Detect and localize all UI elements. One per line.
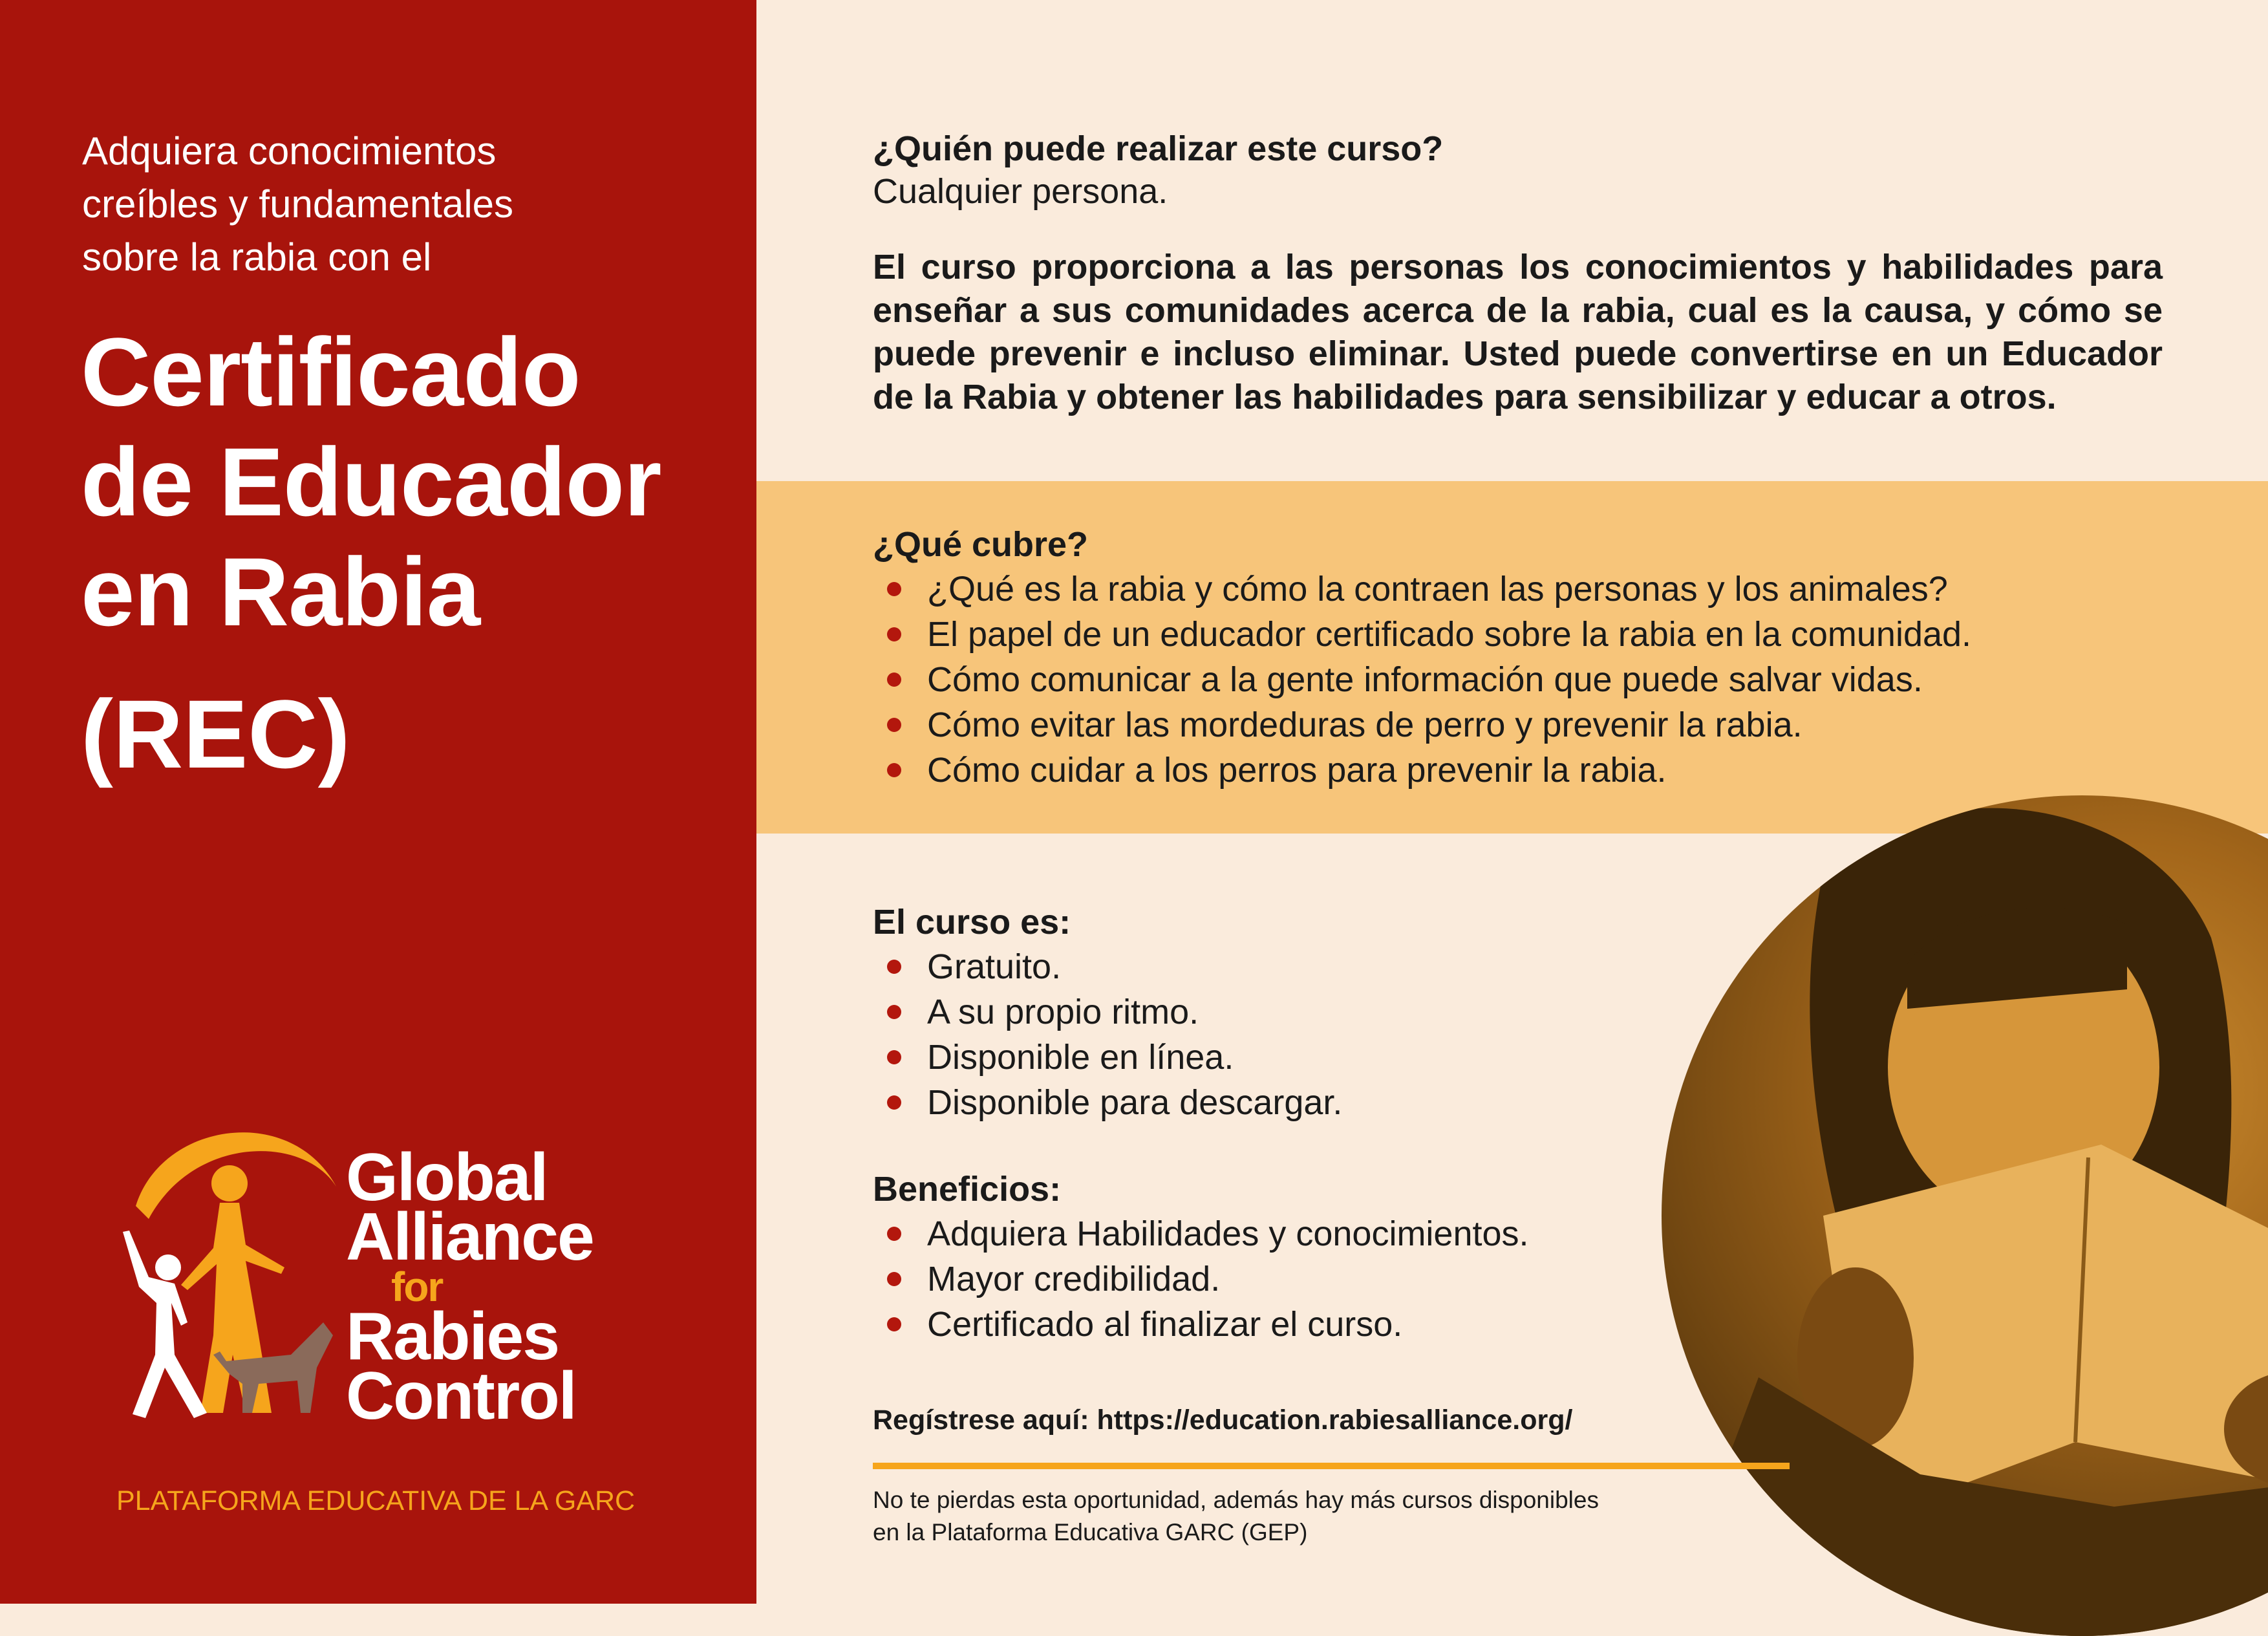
- bullet-icon: [887, 1317, 901, 1331]
- list-item-text: Disponible en línea.: [927, 1038, 1234, 1077]
- bullet-icon: [887, 763, 901, 777]
- bullet-icon: [887, 1050, 901, 1064]
- list-item-text: Mayor credibilidad.: [927, 1260, 1221, 1298]
- list-item-text: El papel de un educador certificado sobre la rabia en la comunidad.: [927, 615, 1972, 654]
- who-heading: ¿Quién puede realizar este curso?: [873, 129, 1444, 168]
- benefits-section: [873, 1167, 2163, 1347]
- list-item: [873, 1256, 2163, 1302]
- list-item: [873, 566, 2163, 612]
- course-title-line: de Educador: [81, 427, 661, 536]
- garc-logo: [110, 1109, 653, 1445]
- list-item: [873, 1302, 2163, 1347]
- intro-line: sobre la rabia con el: [82, 235, 432, 279]
- list-item-text: Cómo cuidar a los perros para prevenir la rabia.: [927, 751, 1667, 790]
- covers-section: [873, 522, 2163, 793]
- bullet-icon: [887, 582, 901, 596]
- who-answer: Cualquier persona.: [873, 172, 1168, 211]
- list-item-text: ¿Qué es la rabia y cómo la contraen las personas y los animales?: [927, 570, 1948, 608]
- footnote-line: No te pierdas esta oportunidad, además hay más cursos disponibles: [873, 1487, 1599, 1513]
- course-is-heading: El curso es:: [873, 903, 1071, 942]
- bullet-icon: [887, 718, 901, 732]
- course-is-list: [873, 944, 2163, 1125]
- covers-heading: ¿Qué cubre?: [873, 525, 1089, 564]
- intro-line: Adquiera conocimientos: [82, 129, 497, 173]
- people-and-dog-logo-icon: [110, 1109, 356, 1445]
- logo-line: Control: [346, 1359, 576, 1434]
- list-item-text: Cómo evitar las mordeduras de perro y prevenir la rabia.: [927, 705, 1803, 744]
- register-link[interactable]: Regístrese aquí: https://education.rabiesalliance.org/: [873, 1405, 1573, 1436]
- list-item-text: Cómo comunicar a la gente información que puede salvar vidas.: [927, 660, 1923, 699]
- left-panel: [0, 0, 756, 1604]
- intro-line: creíbles y fundamentales: [82, 182, 514, 226]
- logo-line: Alliance: [346, 1200, 594, 1275]
- list-item: [873, 1080, 2163, 1125]
- list-item-text: Certificado al finalizar el curso.: [927, 1305, 1403, 1344]
- bullet-icon: [887, 1272, 901, 1286]
- benefits-list: [873, 1211, 2163, 1347]
- logo-wordmark: [346, 1140, 669, 1434]
- intro-text: [82, 125, 703, 284]
- list-item-text: Adquiera Habilidades y conocimientos.: [927, 1214, 1529, 1253]
- course-is-section: [873, 900, 2163, 1125]
- course-acronym: (REC): [81, 680, 350, 788]
- bullet-icon: [887, 1005, 901, 1019]
- course-description: El curso proporciona a las personas los conocimientos y habilidades para enseñar a sus comunidades acerca de la rabia, cual es la causa, y cómo se puede prevenir e incluso eliminar. Usted puede convertirse en un Educador de la Rabia y obtener las habilidades para sensibilizar y educar a otros.: [873, 248, 2163, 416]
- list-item: [873, 657, 2163, 702]
- bullet-icon: [887, 627, 901, 641]
- course-title-line: en Rabia: [81, 537, 480, 646]
- list-item: [873, 612, 2163, 657]
- course-title: [81, 317, 740, 647]
- platform-label: PLATAFORMA EDUCATIVA DE LA GARC: [116, 1485, 636, 1516]
- logo-line: Global: [346, 1140, 548, 1215]
- covers-list: [873, 566, 2163, 793]
- list-item: [873, 1211, 2163, 1256]
- logo-line: Rabies: [346, 1299, 559, 1374]
- bullet-icon: [887, 960, 901, 974]
- list-item-text: Gratuito.: [927, 947, 1062, 986]
- bullet-icon: [887, 1227, 901, 1241]
- list-item: [873, 702, 2163, 748]
- list-item: [873, 989, 2163, 1035]
- course-title-line: Certificado: [81, 318, 581, 426]
- list-item: [873, 944, 2163, 989]
- list-item-text: Disponible para descargar.: [927, 1083, 1343, 1122]
- list-item: [873, 748, 2163, 793]
- list-item: [873, 1035, 2163, 1080]
- footnote-line: en la Plataforma Educativa GARC (GEP): [873, 1519, 1308, 1545]
- footnote: [873, 1484, 1713, 1549]
- bullet-icon: [887, 1095, 901, 1110]
- benefits-heading: Beneficios:: [873, 1170, 1062, 1209]
- list-item-text: A su propio ritmo.: [927, 993, 1199, 1031]
- divider: [873, 1463, 1790, 1469]
- bullet-icon: [887, 673, 901, 687]
- who-section: [873, 127, 2163, 213]
- logo-line: for: [391, 1264, 443, 1310]
